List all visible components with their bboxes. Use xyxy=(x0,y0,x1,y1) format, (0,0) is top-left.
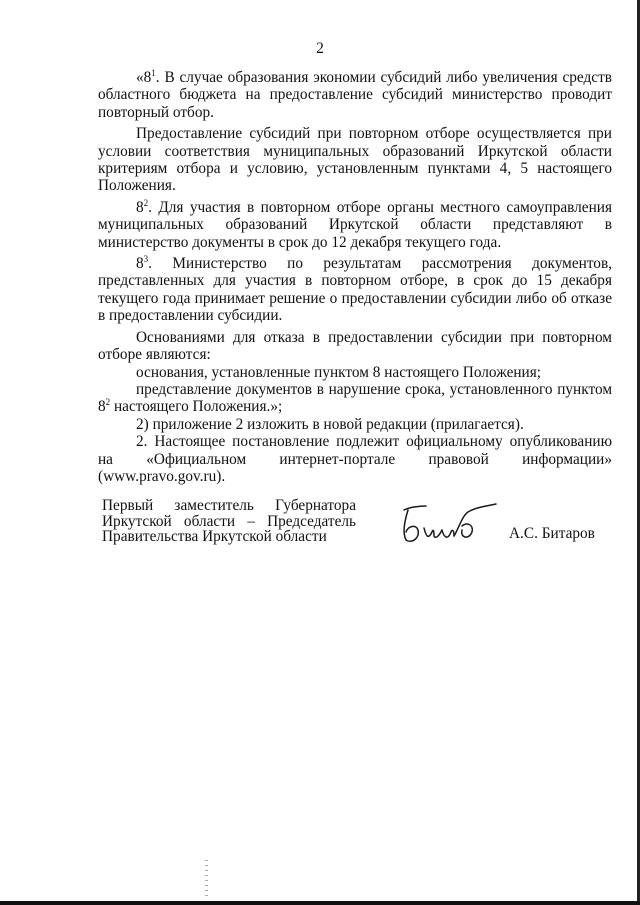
text-span: 8 xyxy=(136,255,144,273)
signatory-line-1: Первый заместитель Губернатора xyxy=(102,497,356,514)
superscript: 1 xyxy=(151,68,156,78)
paragraph-8-3 xyxy=(98,255,612,325)
signatory-title xyxy=(102,498,356,545)
text-span: 8 xyxy=(136,198,144,216)
paragraph-8-2 xyxy=(98,199,612,251)
scan-edge-bottom xyxy=(0,901,640,905)
handwritten-signature xyxy=(396,500,506,550)
superscript: 3 xyxy=(143,254,149,265)
paragraph-8-1 xyxy=(98,69,612,121)
signer-name: А.С. Битаров xyxy=(509,525,595,542)
paragraph-repeat-selection: Предоставление субсидий при повторном отборе осуществляется при условии соответствия муниципальных образований Иркутской области критериям отбора и условию, установленным пунктами 4, 5 настоящего Положения. xyxy=(98,125,612,195)
text-span: настоящего Положения.»; xyxy=(110,398,283,416)
paragraph-refusal-grounds: Основаниями для отказа в предоставлении субсидии при повторном отборе являются: xyxy=(98,328,612,364)
text-span: представление документов в нарушение срока, установленного пунктом 8 xyxy=(98,380,612,416)
text-span: . Министерство по результатам рассмотрения документов, представленных для участия в повторном отборе, в срок до 15 декабря текущего года принимает решение о предоставлении субсидии либо об отказе в предоставлении субсидии. xyxy=(98,255,612,325)
page-number: 2 xyxy=(316,40,324,57)
superscript: 2 xyxy=(143,197,149,208)
document-body xyxy=(98,69,612,485)
text-span: . В случае образования экономии субсидий либо увеличения средств областного бюджета на предоставление субсидий министерство проводит повторный отбор. xyxy=(98,69,612,121)
text-span: «8 xyxy=(136,69,152,86)
signatory-line-2: Иркутской области – Председатель xyxy=(102,512,356,530)
signatory-line-3: Правительства Иркутской области xyxy=(102,528,327,545)
paragraph-publication: 2. Настоящее постановление подлежит официальному опубликованию на «Официальном интернет-портале правовой информации» (www.pravo.gov.ru). xyxy=(98,433,612,485)
paragraph-ground-2 xyxy=(98,381,612,416)
scan-artifact xyxy=(205,860,208,900)
text-span: . Для участия в повторном отборе органы местного самоуправления муниципальных образований Иркутской области представляют в министерство документы в срок до 12 декабря текущего года. xyxy=(98,198,612,251)
superscript: 2 xyxy=(105,397,111,408)
paragraph-appendix: 2) приложение 2 изложить в новой редакции (прилагается). xyxy=(136,415,524,433)
paragraph-ground-1: основания, установленные пунктом 8 настоящего Положения; xyxy=(136,363,542,381)
